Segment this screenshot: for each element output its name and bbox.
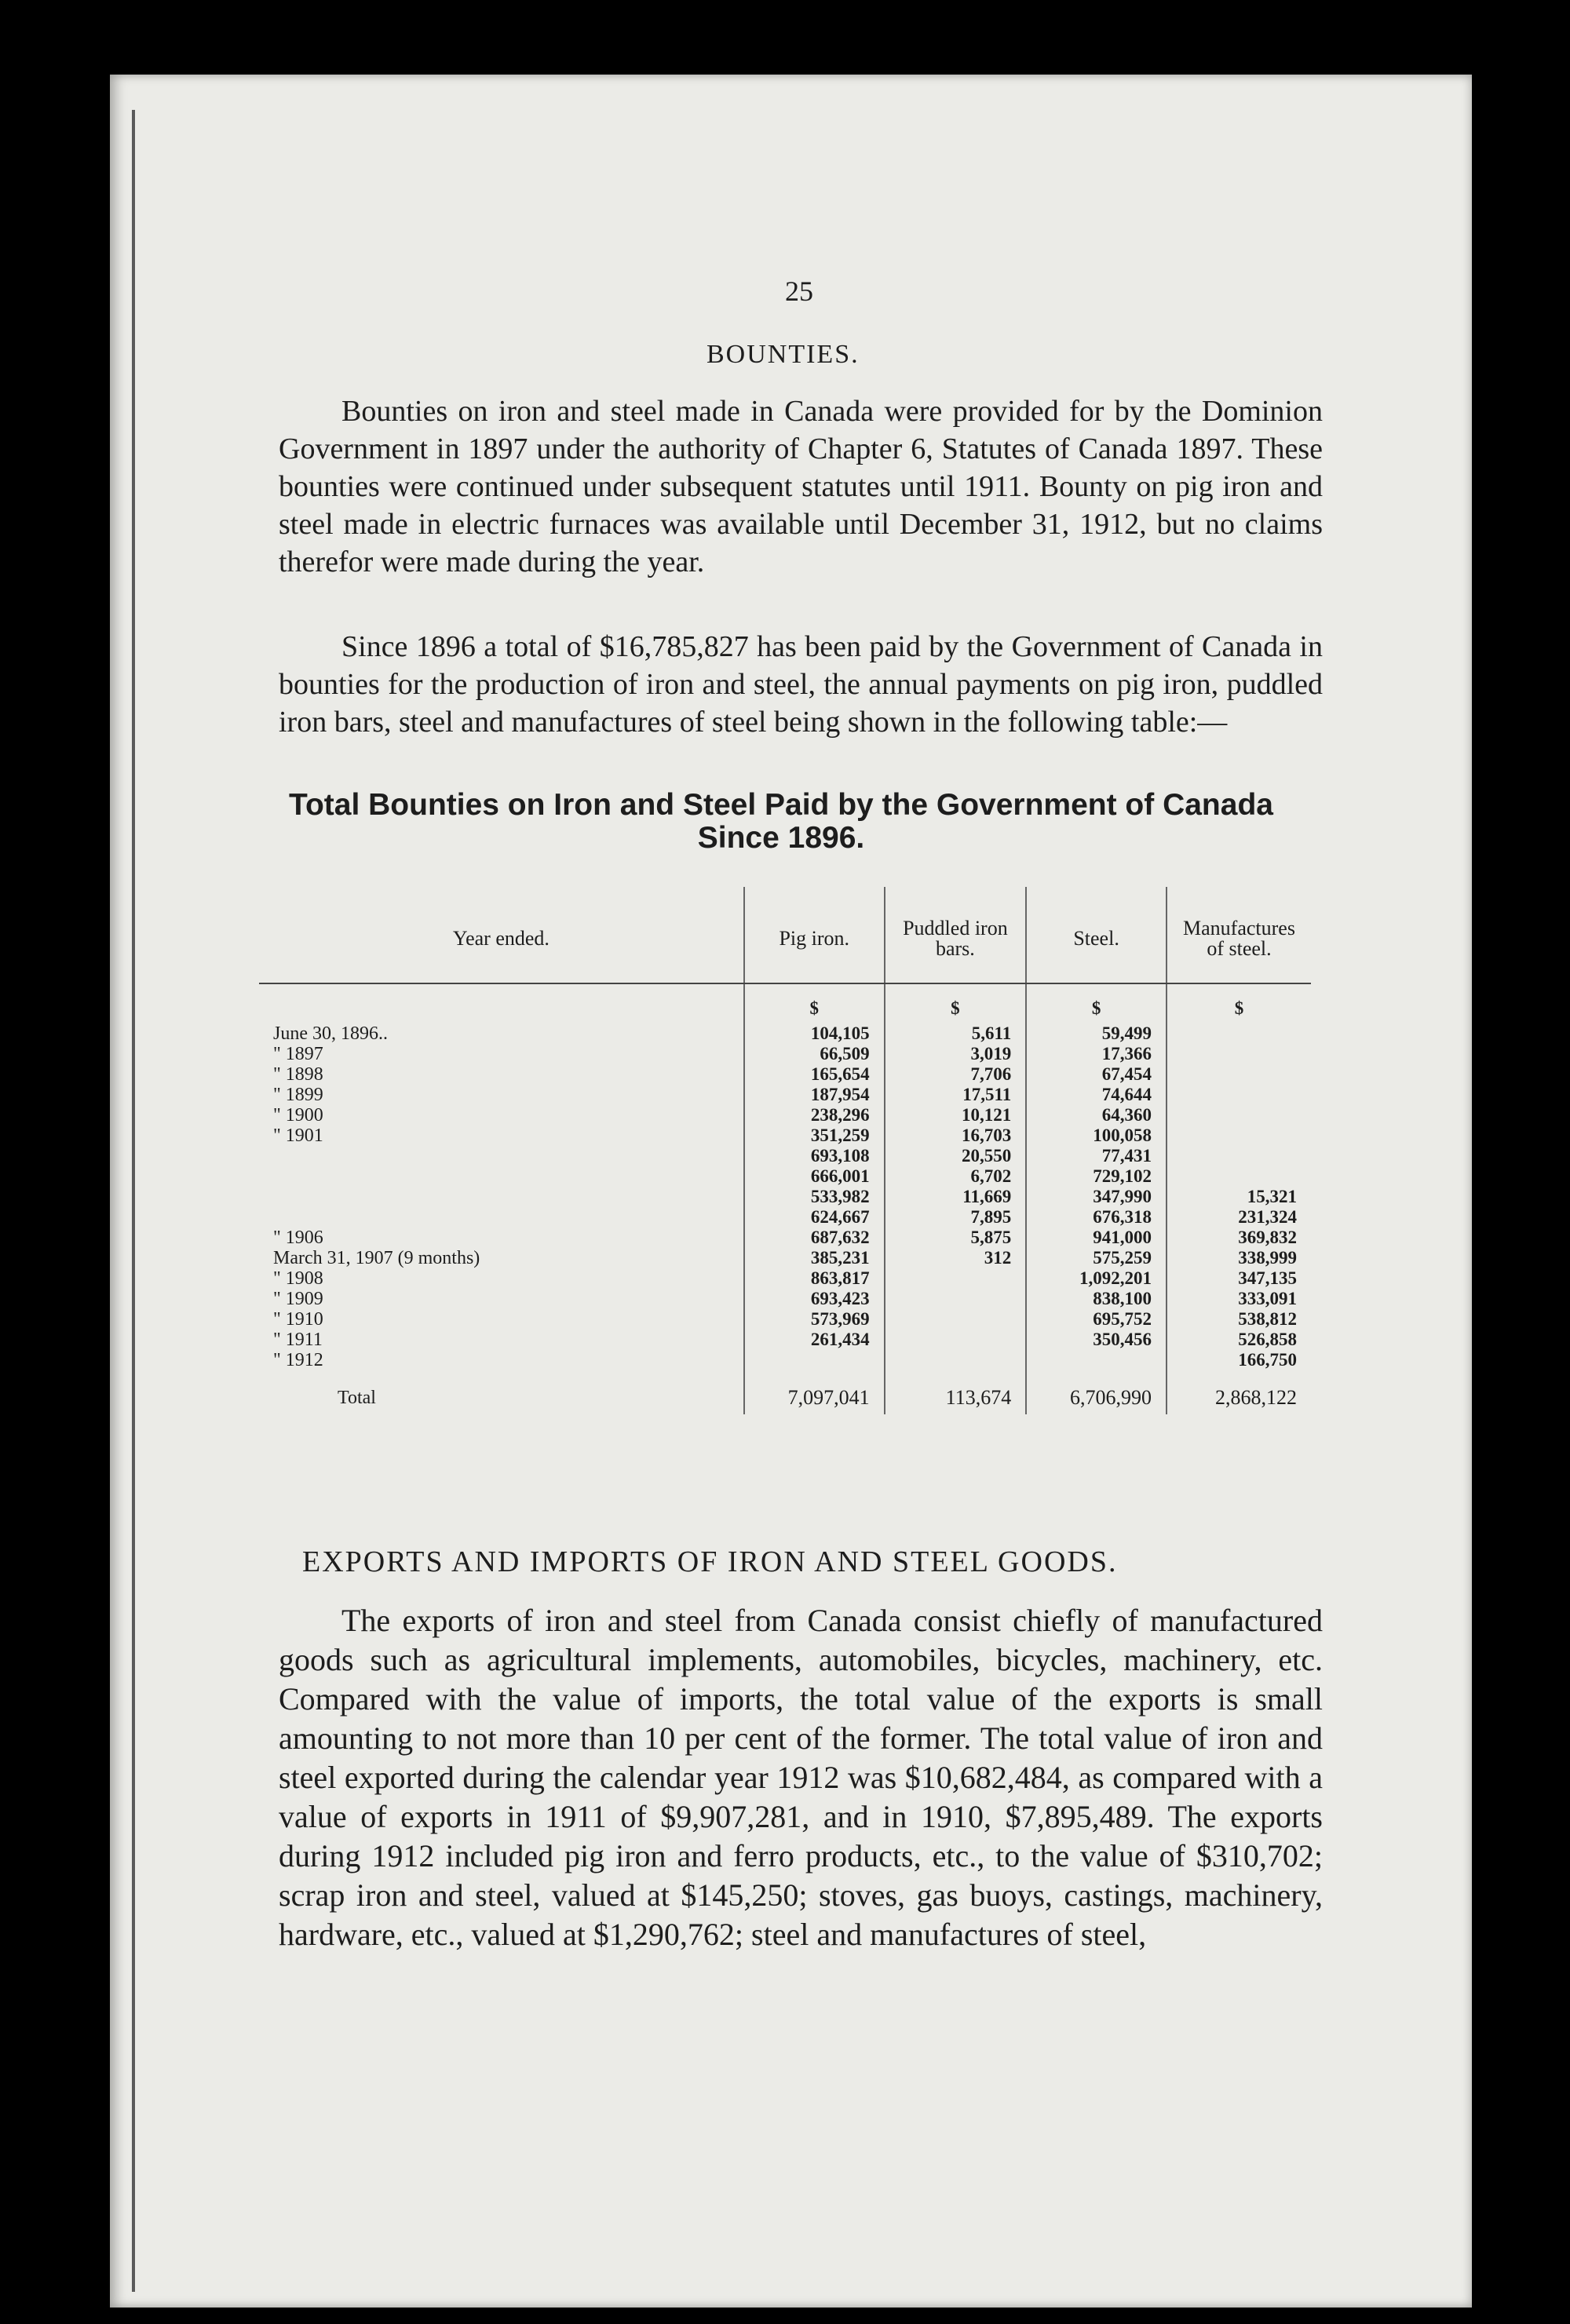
value-cell: 333,091 xyxy=(1167,1289,1311,1309)
bounties-heading: BOUNTIES. xyxy=(706,340,860,369)
value-cell: 526,858 xyxy=(1167,1330,1311,1350)
table-row xyxy=(259,1228,1311,1248)
unit-cell: $ xyxy=(744,983,885,1023)
value-cell: 261,434 xyxy=(744,1330,885,1350)
paragraph-text: The exports of iron and steel from Canada consist chiefly of manufactured goods such as agricultural implements, automobiles, bicycles, machinery, etc. Compared with the value of imports, the total value of the exports is small amounting to not more than 10 per cent of the former. The total value of iron and steel exported during the calendar year 1912 was $10,682,484, as compared with a value of exports in 1911 of $9,907,281, and in 1910, $7,895,489. The exports during 1912 included pig iron and ferro products, etc., to the value of $310,702; scrap iron and steel, valued at $145,250; stoves, gas buoys, castings, machinery, hardware, etc., valued at $1,290,762; steel and manufactures of steel, xyxy=(279,1603,1323,1952)
value-cell: 941,000 xyxy=(1026,1228,1167,1248)
value-cell: 863,817 xyxy=(744,1268,885,1289)
table-row xyxy=(259,1105,1311,1126)
value-cell: 17,511 xyxy=(885,1085,1027,1105)
value-cell: 11,669 xyxy=(885,1187,1027,1207)
header-year-ended: Year ended. xyxy=(259,887,744,983)
year-cell xyxy=(259,1146,744,1166)
table-row xyxy=(259,1044,1311,1064)
table-row xyxy=(259,1187,1311,1207)
value-cell xyxy=(1167,1126,1311,1146)
value-cell xyxy=(1167,1044,1311,1064)
page-binding-edge xyxy=(132,110,135,2292)
value-cell: 104,105 xyxy=(744,1023,885,1044)
value-cell: 64,360 xyxy=(1026,1105,1167,1126)
value-cell: 693,423 xyxy=(744,1289,885,1309)
year-cell: " 1906 xyxy=(273,1228,323,1248)
value-cell: 15,321 xyxy=(1167,1187,1311,1207)
value-cell: 74,644 xyxy=(1026,1085,1167,1105)
bounties-table xyxy=(259,887,1311,1414)
exports-paragraph xyxy=(279,1601,1323,1954)
value-cell: 350,456 xyxy=(1026,1330,1167,1350)
value-cell xyxy=(1167,1064,1311,1085)
value-cell xyxy=(885,1309,1027,1330)
value-cell: 1,092,201 xyxy=(1026,1268,1167,1289)
year-cell: " 1901 xyxy=(273,1126,323,1146)
table-row xyxy=(259,1248,1311,1268)
value-cell: 10,121 xyxy=(885,1105,1027,1126)
value-cell: 695,752 xyxy=(1026,1309,1167,1330)
table-row xyxy=(259,1289,1311,1309)
table-row xyxy=(259,1023,1311,1044)
unit-cell xyxy=(259,983,744,1023)
value-cell xyxy=(1167,1085,1311,1105)
value-cell xyxy=(885,1330,1027,1350)
table-title: Total Bounties on Iron and Steel Paid by the Government of Canada Since 1896. xyxy=(289,788,1273,855)
year-cell: " 1898 xyxy=(273,1064,323,1085)
units-row xyxy=(259,983,1311,1023)
year-cell: " 1912 xyxy=(273,1350,323,1370)
table-row xyxy=(259,1330,1311,1350)
value-cell xyxy=(1167,1023,1311,1044)
value-cell: 385,231 xyxy=(744,1248,885,1268)
value-cell xyxy=(1167,1146,1311,1166)
paragraph-text: Since 1896 a total of $16,785,827 has been paid by the Government of Canada in bounties for the production of iron and steel, the annual payments on pig iron, puddled iron bars, steel and manufactures of steel being shown in the following table:— xyxy=(279,630,1323,739)
value-cell: 238,296 xyxy=(744,1105,885,1126)
exports-heading: EXPORTS AND IMPORTS OF IRON AND STEEL GOODS. xyxy=(302,1545,1118,1578)
value-cell: 693,108 xyxy=(744,1146,885,1166)
total-row xyxy=(259,1370,1311,1414)
value-cell: 20,550 xyxy=(885,1146,1027,1166)
value-cell: 573,969 xyxy=(744,1309,885,1330)
total-cell: 2,868,122 xyxy=(1167,1370,1311,1414)
value-cell: 67,454 xyxy=(1026,1064,1167,1085)
value-cell xyxy=(744,1350,885,1370)
value-cell: 59,499 xyxy=(1026,1023,1167,1044)
table-row xyxy=(259,1085,1311,1105)
year-cell: June 30, 1896.. xyxy=(273,1023,388,1044)
value-cell xyxy=(885,1350,1027,1370)
total-cell: 6,706,990 xyxy=(1026,1370,1167,1414)
value-cell: 347,990 xyxy=(1026,1187,1167,1207)
value-cell: 5,875 xyxy=(885,1228,1027,1248)
unit-cell: $ xyxy=(885,983,1027,1023)
total-label: Total xyxy=(338,1388,376,1408)
value-cell: 77,431 xyxy=(1026,1146,1167,1166)
value-cell: 624,667 xyxy=(744,1207,885,1228)
total-cell: 113,674 xyxy=(885,1370,1027,1414)
table-header-row xyxy=(259,887,1311,983)
paragraph-text: Bounties on iron and steel made in Canada were provided for by the Dominion Government in 1897 under the authority of Chapter 6, Statutes of Canada 1897. These bounties were continued under subsequent statutes until 1911. Bounty on pig iron and steel made in electric furnaces was available until December 31, 1912, but no claims therefor were made during the year. xyxy=(279,395,1323,578)
header-puddled-iron-bars: Puddled iron bars. xyxy=(885,887,1027,983)
year-cell: March 31, 1907 (9 months) xyxy=(273,1248,480,1268)
year-cell: " 1899 xyxy=(273,1085,323,1105)
year-cell: " 1900 xyxy=(273,1105,323,1126)
bounties-paragraph-2 xyxy=(279,628,1323,741)
value-cell: 347,135 xyxy=(1167,1268,1311,1289)
value-cell: 729,102 xyxy=(1026,1166,1167,1187)
header-pig-iron: Pig iron. xyxy=(744,887,885,983)
value-cell: 231,324 xyxy=(1167,1207,1311,1228)
value-cell: 6,702 xyxy=(885,1166,1027,1187)
value-cell: 166,750 xyxy=(1167,1350,1311,1370)
year-cell xyxy=(259,1187,744,1207)
table-row xyxy=(259,1166,1311,1187)
value-cell: 533,982 xyxy=(744,1187,885,1207)
year-cell: " 1908 xyxy=(273,1268,323,1289)
value-cell: 575,259 xyxy=(1026,1248,1167,1268)
header-steel: Steel. xyxy=(1026,887,1167,983)
value-cell xyxy=(885,1268,1027,1289)
value-cell xyxy=(885,1289,1027,1309)
total-cell: 7,097,041 xyxy=(744,1370,885,1414)
value-cell: 838,100 xyxy=(1026,1289,1167,1309)
value-cell: 66,509 xyxy=(744,1044,885,1064)
value-cell xyxy=(1026,1350,1167,1370)
year-cell: " 1897 xyxy=(273,1044,323,1064)
value-cell xyxy=(1167,1166,1311,1187)
value-cell: 312 xyxy=(885,1248,1027,1268)
value-cell xyxy=(1167,1105,1311,1126)
year-cell: " 1910 xyxy=(273,1309,323,1330)
value-cell: 187,954 xyxy=(744,1085,885,1105)
table-row xyxy=(259,1207,1311,1228)
value-cell: 687,632 xyxy=(744,1228,885,1248)
table-row xyxy=(259,1064,1311,1085)
table-body xyxy=(259,983,1311,1370)
value-cell: 538,812 xyxy=(1167,1309,1311,1330)
table-row xyxy=(259,1126,1311,1146)
value-cell: 338,999 xyxy=(1167,1248,1311,1268)
table-row xyxy=(259,1268,1311,1289)
value-cell: 5,611 xyxy=(885,1023,1027,1044)
header-manufactures-of-steel: Manufactures of steel. xyxy=(1167,887,1311,983)
year-cell xyxy=(259,1166,744,1187)
value-cell: 17,366 xyxy=(1026,1044,1167,1064)
value-cell: 100,058 xyxy=(1026,1126,1167,1146)
value-cell: 351,259 xyxy=(744,1126,885,1146)
value-cell: 676,318 xyxy=(1026,1207,1167,1228)
year-cell: " 1909 xyxy=(273,1289,323,1309)
value-cell: 7,706 xyxy=(885,1064,1027,1085)
unit-cell: $ xyxy=(1167,983,1311,1023)
unit-cell: $ xyxy=(1026,983,1167,1023)
table-row xyxy=(259,1350,1311,1370)
value-cell: 666,001 xyxy=(744,1166,885,1187)
value-cell: 3,019 xyxy=(885,1044,1027,1064)
page-number: 25 xyxy=(785,275,813,307)
table-row xyxy=(259,1309,1311,1330)
value-cell: 16,703 xyxy=(885,1126,1027,1146)
value-cell: 7,895 xyxy=(885,1207,1027,1228)
value-cell: 165,654 xyxy=(744,1064,885,1085)
year-cell: " 1911 xyxy=(273,1330,323,1350)
value-cell: 369,832 xyxy=(1167,1228,1311,1248)
bounties-paragraph-1 xyxy=(279,392,1323,581)
table-row xyxy=(259,1146,1311,1166)
year-cell xyxy=(259,1207,744,1228)
